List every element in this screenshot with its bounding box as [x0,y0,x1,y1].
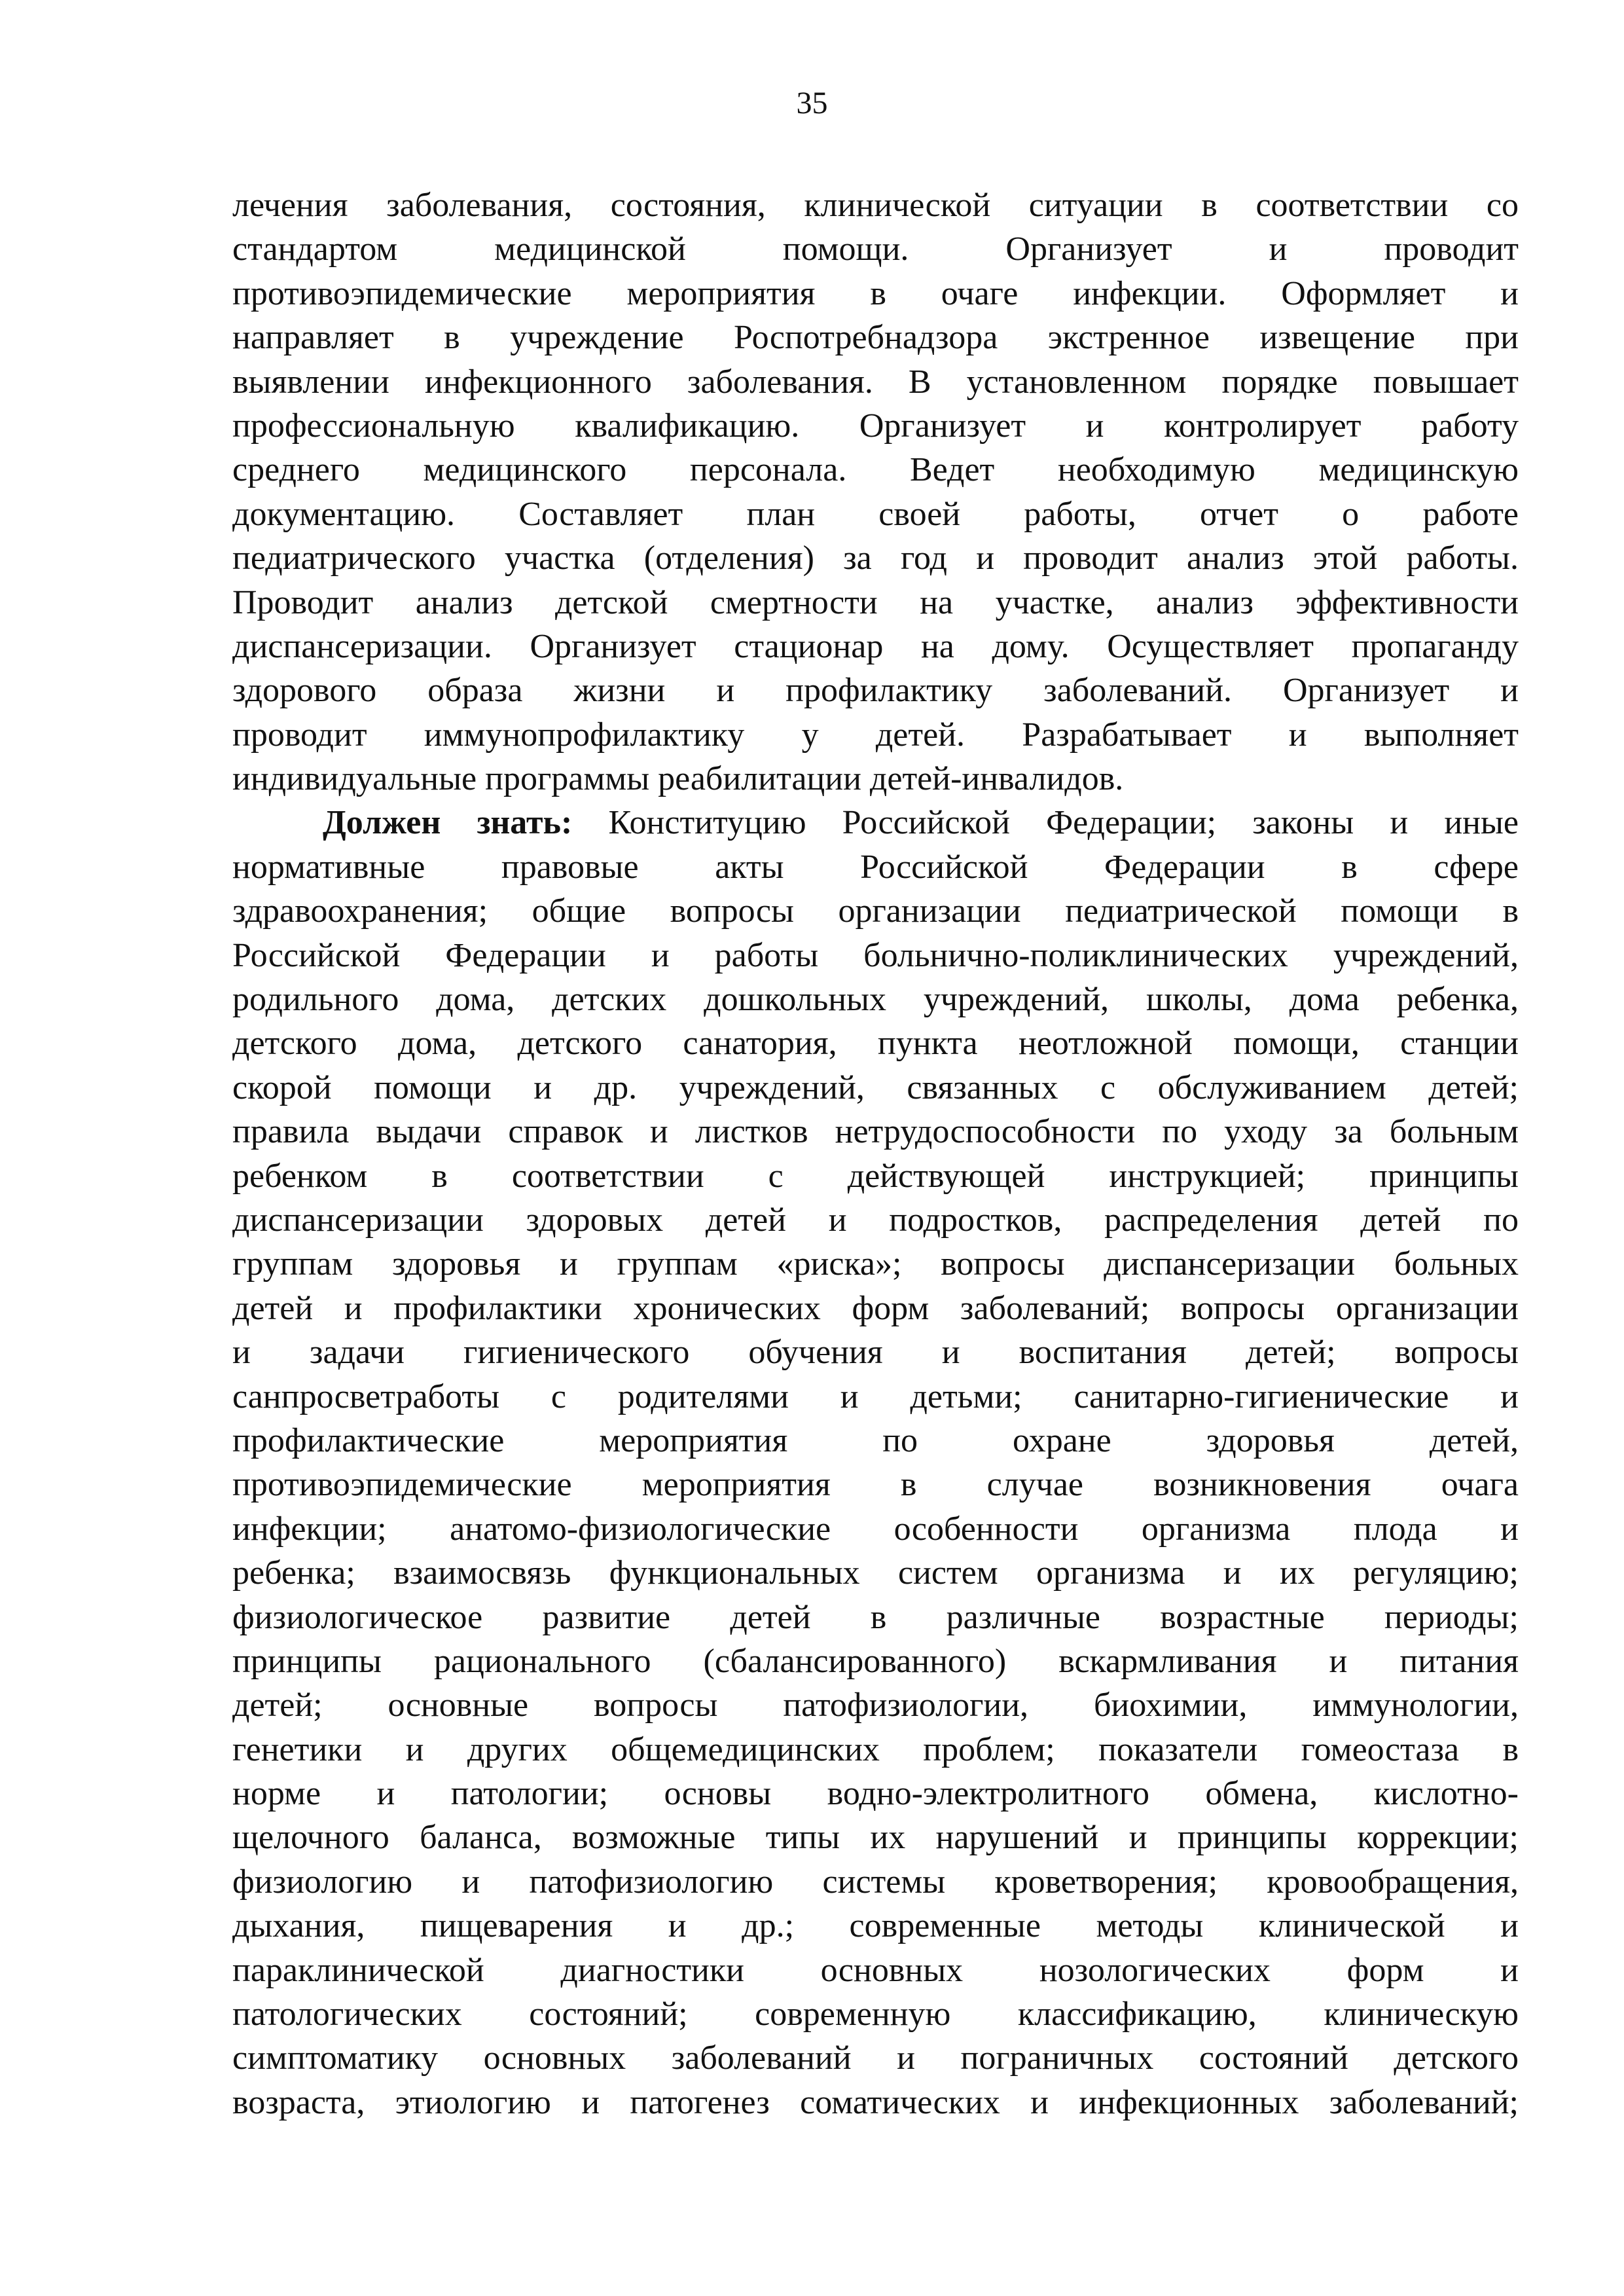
text-line: и задачи гигиенического обучения и воспитания детей; вопросы [232,1334,1519,1372]
text-line: детей; основные вопросы патофизиологии, биохимии, иммунологии, [232,1686,1519,1724]
text-line: ребенком в соответствии с действующей инструкцией; принципы [232,1157,1519,1195]
text-line-first [232,801,1519,845]
text-line: щелочного баланса, возможные типы их нарушений и принципы коррекции; [232,1819,1519,1857]
text-line: родильного дома, детских дошкольных учреждений, школы, дома ребенка, [232,981,1519,1019]
text-line: среднего медицинского персонала. Ведет необходимую медицинскую [232,451,1519,489]
text-line: детей и профилактики хронических форм заболеваний; вопросы организации [232,1289,1519,1327]
text-line: профессиональную квалификацию. Организует и контролирует работу [232,407,1519,445]
text-line: санпросветработы с родителями и детьми; санитарно-гигиенические и [232,1377,1519,1415]
text-line: выявлении инфекционного заболевания. В установленном порядке повышает [232,363,1519,401]
text-line: параклинической диагностики основных нозологических форм и [232,1951,1519,1989]
text-line: профилактические мероприятия по охране здоровья детей, [232,1421,1519,1459]
text-line: принципы рационального (сбалансированного) вскармливания и питания [232,1642,1519,1680]
text-line: здорового образа жизни и профилактику заболеваний. Организует и [232,672,1519,710]
text-line: возраста, этиологию и патогенез соматических и инфекционных заболеваний; [232,2083,1519,2121]
text-line: физиологию и патофизиологию системы кроветворения; кровообращения, [232,1863,1519,1901]
text-line: нормативные правовые акты Российской Федерации в сфере [232,848,1519,886]
text-line: инфекции; анатомо-физиологические особенности организма плода и [232,1510,1519,1548]
text-line: документацию. Составляет план своей работы, отчет о работе [232,495,1519,533]
text-line: Российской Федерации и работы больнично-поликлинических учреждений, [232,936,1519,974]
document-body [232,183,1519,2124]
text-line: симптоматику основных заболеваний и пограничных состояний детского [232,2039,1519,2077]
text-line: диспансеризации. Организует стационар на дому. Осуществляет пропаганду [232,627,1519,665]
text-line: проводит иммунопрофилактику у детей. Разрабатывает и выполняет [232,716,1519,754]
text-line: группам здоровья и группам «риска»; вопросы диспансеризации больных [232,1245,1519,1283]
page-number: 35 [796,86,828,120]
text-line: стандартом медицинской помощи. Организует и проводит [232,230,1519,268]
text-line: педиатрического участка (отделения) за год и проводит анализ этой работы. [232,539,1519,577]
text-fragment: Конституцию Российской Федерации; законы и иные [572,804,1519,842]
text-line: диспансеризации здоровых детей и подростков, распределения детей по [232,1201,1519,1239]
paragraph-must-know [232,801,1519,2124]
text-line: здравоохранения; общие вопросы организации педиатрической помощи в [232,892,1519,930]
text-line: правила выдачи справок и листков нетрудоспособности по уходу за больным [232,1113,1519,1151]
text-line: противоэпидемические мероприятия в случае возникновения очага [232,1466,1519,1504]
text-line: ребенка; взаимосвязь функциональных систем организма и их регуляцию; [232,1554,1519,1592]
text-line: направляет в учреждение Роспотребнадзора экстренное извещение при [232,319,1519,357]
paragraph-duties-continued [232,183,1519,801]
text-line: Проводит анализ детской смертности на участке, анализ эффективности [232,583,1519,621]
text-line: физиологическое развитие детей в различные возрастные периоды; [232,1598,1519,1636]
text-line: противоэпидемические мероприятия в очаге инфекции. Оформляет и [232,274,1519,312]
must-know-heading: Должен знать: [323,804,573,842]
text-line: дыхания, пищеварения и др.; современные методы клинической и [232,1907,1519,1945]
text-line: норме и патологии; основы водно-электролитного обмена, кислотно- [232,1775,1519,1813]
text-line: лечения заболевания, состояния, клинической ситуации в соответствии со [232,187,1519,224]
text-line: генетики и других общемедицинских проблем; показатели гомеостаза в [232,1730,1519,1768]
text-line: индивидуальные программы реабилитации детей-инвалидов. [232,760,1124,798]
text-line: патологических состояний; современную классификацию, клиническую [232,1995,1519,2033]
text-line: детского дома, детского санатория, пункта неотложной помощи, станции [232,1025,1519,1063]
text-line: скорой помощи и др. учреждений, связанных с обслуживанием детей; [232,1068,1519,1106]
